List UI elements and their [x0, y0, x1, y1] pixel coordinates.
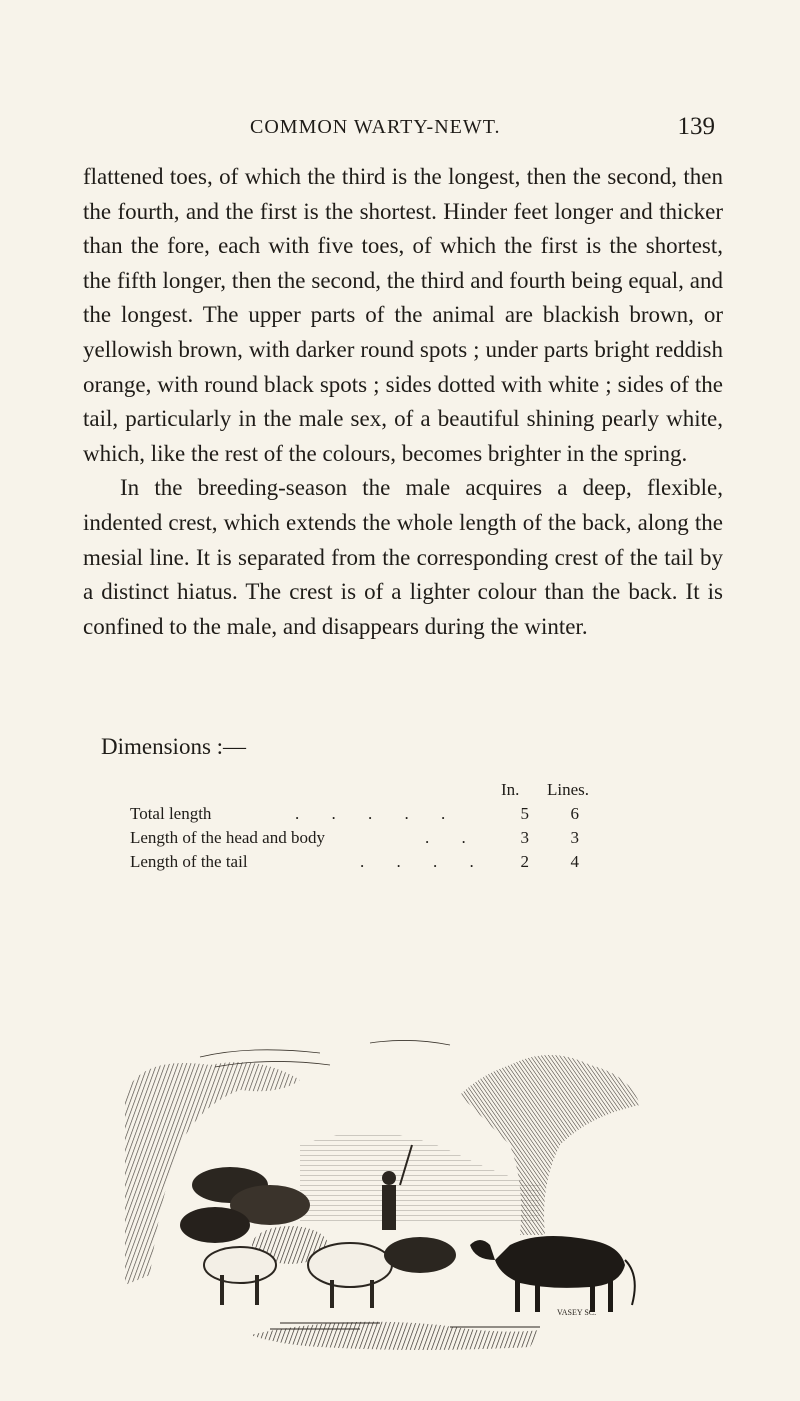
dimension-lines: 3 — [570, 828, 579, 847]
page-number: 139 — [677, 113, 715, 140]
dimension-inches: 2 — [520, 852, 529, 871]
dimension-lines: 4 — [570, 852, 579, 871]
dimension-label: Total length — [130, 804, 212, 823]
black-bull — [470, 1236, 635, 1312]
dimension-lines: 6 — [570, 804, 579, 823]
dimensions-row — [130, 802, 650, 826]
dimensions-heading: Dimensions :— — [101, 734, 247, 759]
dot-leader: . . — [425, 828, 480, 847]
running-head-title: COMMON WARTY-NEWT. — [250, 116, 501, 138]
dot-leader: . . . . — [360, 852, 488, 871]
dimension-label: Length of the tail — [130, 852, 248, 871]
distant-hills — [300, 1132, 540, 1225]
paragraph-1: flattened toes, of which the third is the longest, then the second, then the fourth, and the first is the shortest. Hinder feet longer and thicker than the fore, each with five toes, of which the first is the shortest, the fifth longer, then the second, the third and fourth being equal, and the longest. The upper parts of the animal are blackish brown, or yellowish brown, with darker round spots ; under parts bright reddish orange, with round black spots ; sides dotted with white ; sides of the tail, particularly in the male sex, of a beautiful shining pearly white, which, like the rest of the colours, becomes brighter in the spring. — [83, 164, 723, 466]
dimension-inches: 3 — [520, 828, 529, 847]
paragraph-2: In the breeding-season the male acquires a deep, flexible, indented crest, which extends the whole length of the back, along the mesial line. It is separated from the corresponding crest of the tail by a distinct hiatus. The crest is of a lighter colour than the back. It is confined to the male, and disappears during the winter. — [83, 475, 723, 639]
dimension-inches: 5 — [520, 804, 529, 823]
dimensions-table — [130, 778, 650, 874]
dimensions-row — [130, 826, 650, 850]
dimensions-header-row — [130, 778, 650, 802]
body-text — [83, 160, 723, 644]
dimensions-row — [130, 850, 650, 874]
dot-leader: . . . . . — [295, 804, 460, 823]
dimension-label: Length of the head and body — [130, 828, 325, 847]
engraver-signature: VASEY SC. — [557, 1308, 597, 1317]
column-header-inches: In. — [501, 780, 520, 799]
engraving-vignette — [120, 1035, 660, 1355]
column-header-lines: Lines. — [547, 780, 590, 799]
foreground-ground — [250, 1322, 540, 1350]
